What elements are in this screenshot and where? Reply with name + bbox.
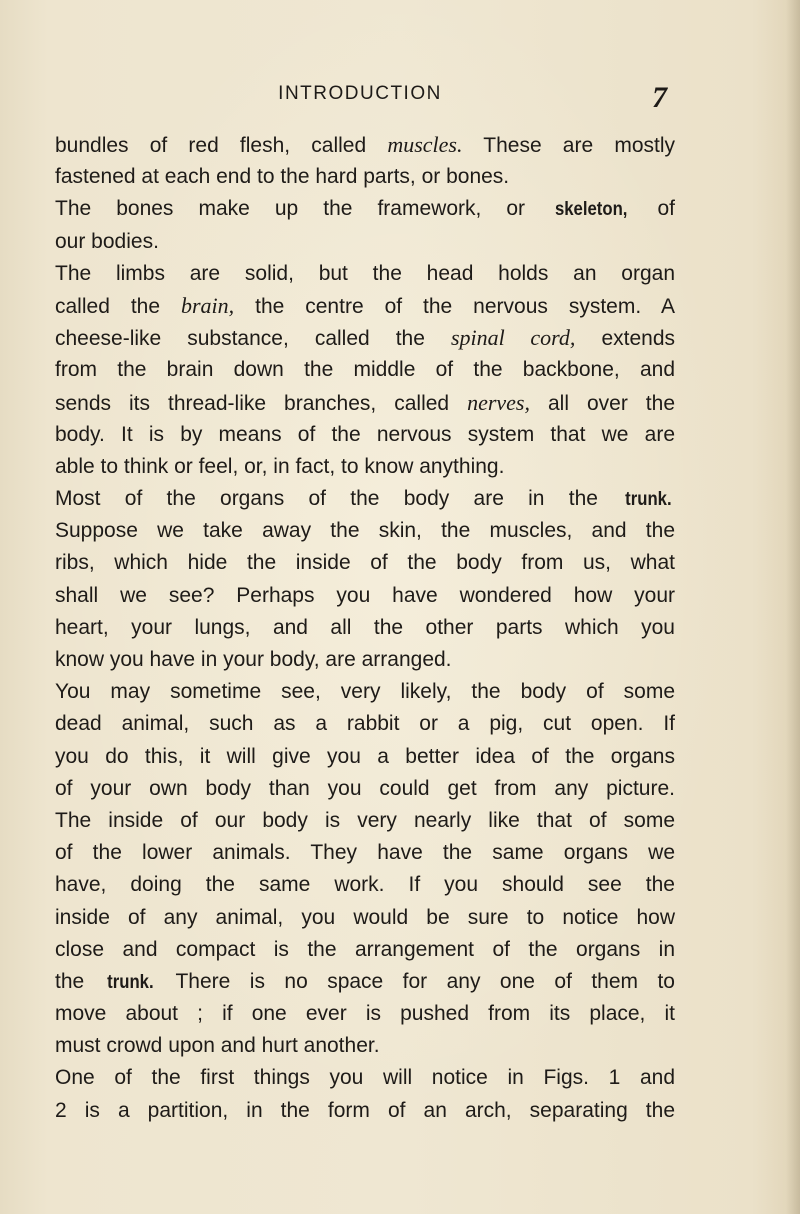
text-segment: The bones make up the framework, or	[55, 197, 551, 221]
text-line	[55, 193, 675, 225]
text-segment: dead animal, such as a rabbit or a pig, cut open. If	[55, 712, 675, 736]
text-line	[55, 580, 675, 612]
text-segment: have, doing the same work. If you should see the	[55, 873, 675, 897]
text-segment: The limbs are solid, but the head holds an organ	[55, 261, 675, 285]
text-segment: of your own body than you could get from any picture.	[55, 776, 675, 800]
text-line	[55, 129, 675, 161]
text-segment: called the	[55, 294, 181, 318]
text-line	[55, 805, 675, 837]
text-segment: of	[632, 197, 676, 221]
text-segment: One of the first things you will notice in Figs. 1 and	[55, 1066, 675, 1090]
text-segment: 2 is a partition, in the form of an arch, separating the	[55, 1098, 675, 1122]
text-line	[55, 515, 675, 547]
text-line	[55, 998, 675, 1030]
text-segment: Suppose we take away the skin, the muscles, and the	[55, 519, 675, 543]
text-segment: of the lower animals. They have the same organs we	[55, 841, 675, 865]
text-segment: able to think or feel, or, in fact, to know anything.	[55, 454, 505, 478]
running-head: INTRODUCTION	[278, 83, 442, 104]
text-segment: body. It is by means of the nervous system that we are	[55, 422, 675, 446]
text-line	[55, 226, 675, 258]
text-segment: extends	[575, 327, 675, 351]
text-line	[55, 934, 675, 966]
text-segment: These are mostly	[462, 134, 675, 157]
text-segment: move about ; if one ever is pushed from its place, it	[55, 1002, 675, 1026]
text-segment: There is no space for any one of them to	[156, 969, 675, 993]
text-segment: our bodies.	[55, 229, 159, 253]
text-line	[55, 676, 675, 708]
page-number: 7	[652, 81, 667, 114]
text-line	[55, 773, 675, 805]
text-line	[55, 612, 675, 644]
text-segment: must crowd upon and hurt another.	[55, 1034, 380, 1058]
bold-term: trunk.	[625, 489, 672, 511]
italic-term: nerves,	[467, 389, 530, 415]
page-edge-shadow	[786, 0, 800, 1214]
body-text	[55, 129, 675, 1127]
text-line	[55, 258, 675, 290]
text-line	[55, 322, 675, 354]
text-line	[55, 1062, 675, 1094]
text-line	[55, 644, 675, 676]
text-line	[55, 547, 675, 579]
text-segment: the	[55, 969, 104, 993]
italic-term: spinal cord,	[450, 325, 576, 351]
text-segment: Most of the organs of the body are in the	[55, 487, 623, 511]
text-line	[55, 869, 675, 901]
text-line	[55, 708, 675, 740]
text-segment: The inside of our body is very nearly like that of some	[55, 808, 675, 832]
text-segment: heart, your lungs, and all the other parts which you	[55, 615, 675, 639]
text-segment: bundles of red flesh, called	[55, 134, 388, 157]
text-segment: ribs, which hide the inside of the body from us, what	[55, 551, 675, 575]
text-segment: You may sometime see, very likely, the body of some	[55, 680, 675, 704]
text-segment: cheese-like substance, called the	[55, 327, 451, 351]
text-segment: close and compact is the arrangement of the organs in	[55, 937, 675, 961]
text-segment: know you have in your body, are arranged.	[55, 648, 452, 671]
text-segment: all over the	[530, 391, 675, 415]
text-line	[55, 741, 675, 773]
text-line	[55, 419, 675, 451]
text-line	[55, 902, 675, 934]
bold-term: skeleton,	[555, 199, 628, 221]
page-header	[0, 83, 800, 113]
text-line	[55, 451, 675, 483]
text-segment: you do this, it will give you a better idea of the organs	[55, 744, 675, 768]
text-line	[55, 1030, 675, 1062]
text-line	[55, 161, 675, 193]
italic-term: muscles.	[387, 132, 463, 157]
text-segment: shall we see? Perhaps you have wondered how your	[55, 583, 675, 607]
text-line	[55, 387, 675, 419]
text-segment: from the brain down the middle of the backbone, and	[55, 358, 675, 382]
text-segment: sends its thread-like branches, called	[55, 391, 468, 415]
text-line	[55, 290, 675, 322]
text-line	[55, 966, 675, 998]
text-line	[55, 354, 675, 386]
italic-term: brain,	[180, 292, 235, 318]
bold-term: trunk.	[106, 971, 154, 993]
text-line	[55, 483, 675, 515]
text-segment: fastened at each end to the hard parts, or bones.	[55, 165, 510, 189]
text-line	[55, 1095, 675, 1127]
text-segment: the centre of the nervous system. A	[234, 294, 675, 318]
text-line	[55, 837, 675, 869]
text-segment: inside of any animal, you would be sure to notice how	[55, 905, 675, 929]
